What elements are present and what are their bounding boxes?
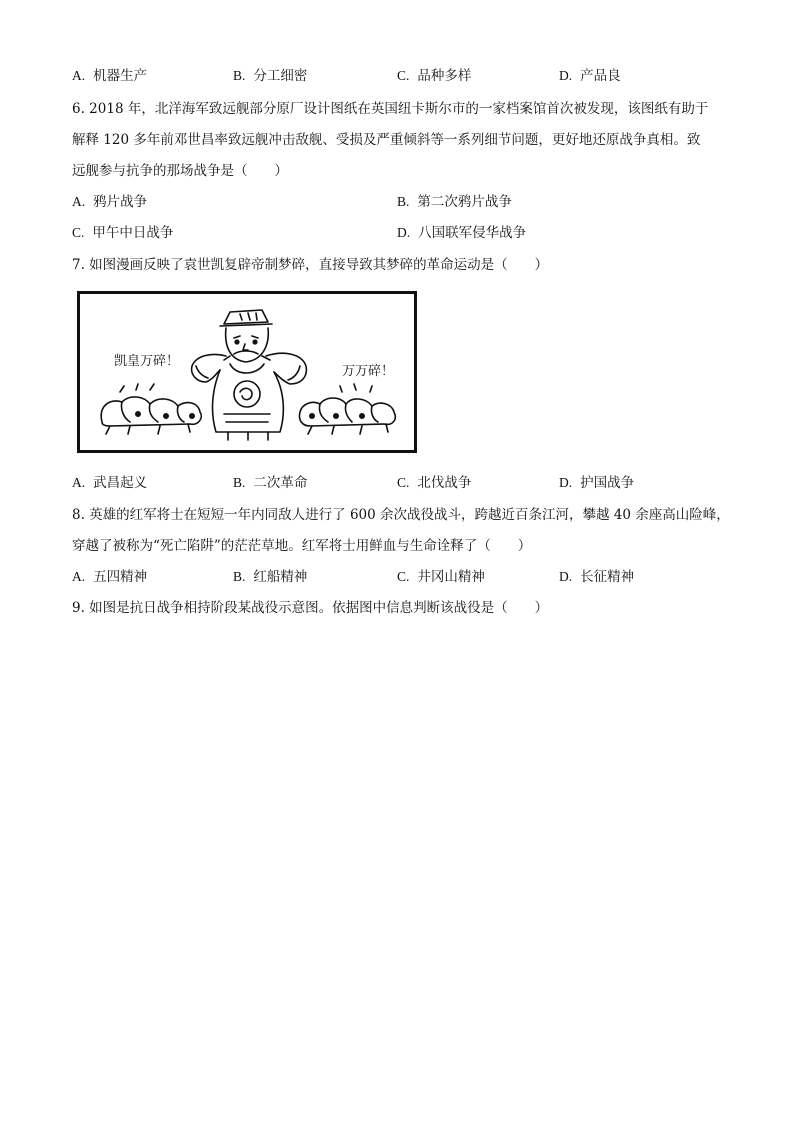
q6-stem-line-1: 6. 2018 年，北洋海军致远舰部分原厂设计图纸在英国纽卡斯尔市的一家档案馆首次被发现，该图纸有助于 — [72, 101, 709, 117]
q6-option-b: B. 第二次鸦片战争 — [397, 194, 512, 210]
q8-option-b: B. 红船精神 — [233, 569, 308, 585]
q7-option-a: A. 武昌起义 — [72, 475, 148, 491]
q7-stem: 7. 如图漫画反映了袁世凯复辟帝制梦碎，直接导致其梦碎的革命运动是（ ） — [72, 257, 549, 273]
q8-stem-line-1: 8. 英雄的红军将士在短短一年内同敌人进行了 600 余次战役战斗，跨越近百条江河，攀越 40 余座高山险峰， — [72, 507, 730, 523]
q8-option-c: C. 井冈山精神 — [397, 569, 485, 585]
cartoon-right-caption: 万万碎！ — [342, 364, 395, 379]
q7-option-c: C. 北伐战争 — [397, 475, 472, 491]
q6-option-c: C. 甲午中日战争 — [72, 225, 174, 241]
q8-stem-line-2: 穿越了被称为“死亡陷阱”的茫茫草地。红军将士用鲜血与生命诠释了（ ） — [72, 538, 532, 554]
q6-stem-line-2: 解释 120 多年前邓世昌率致远舰冲击敌舰、受损及严重倾斜等一系列细节问题，更好地还原战争真相。致 — [72, 132, 701, 148]
q7-cartoon — [77, 291, 417, 453]
q5-option-b: B. 分工细密 — [233, 68, 308, 84]
q5-option-a: A. 机器生产 — [72, 68, 148, 84]
q6-stem-line-3: 远舰参与抗争的那场战争是（ ） — [72, 163, 288, 179]
left-kneeling-figures — [101, 384, 201, 434]
q8-option-d: D. 长征精神 — [559, 569, 635, 585]
q9-stem: 9. 如图是抗日战争相持阶段某战役示意图。依据图中信息判断该战役是（ ） — [72, 600, 549, 616]
q6-option-d: D. 八国联军侵华战争 — [397, 225, 527, 241]
emperor-figure — [192, 310, 307, 440]
q7-option-b: B. 二次革命 — [233, 475, 308, 491]
q8-option-a: A. 五四精神 — [72, 569, 148, 585]
right-kneeling-figures — [299, 384, 395, 434]
q5-option-c: C. 品种多样 — [397, 68, 472, 84]
q6-option-a: A. 鸦片战争 — [72, 194, 148, 210]
q7-option-d: D. 护国战争 — [559, 475, 635, 491]
cartoon-left-caption: 凯皇万碎！ — [114, 354, 180, 369]
q5-option-d: D. 产品良 — [559, 68, 621, 84]
